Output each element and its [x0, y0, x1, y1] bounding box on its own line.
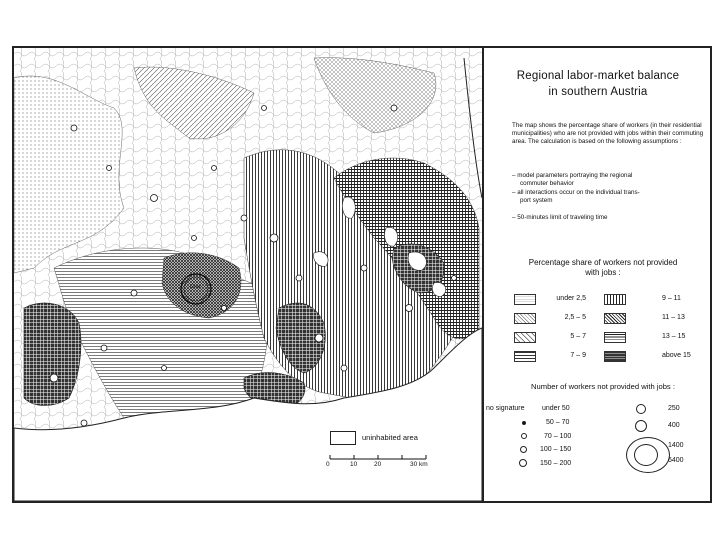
- legend-panel: [486, 48, 710, 501]
- class-label-5-7: 5 – 7: [570, 333, 586, 340]
- class-label-11-13: 11 – 13: [662, 314, 685, 321]
- assumption-2a: – all interactions occur on the individual trans-: [512, 189, 640, 196]
- description-paragraph: The map shows the percentage share of workers (in their residential municipalities) who are not provided with jobs within their commuting area. The calculation is based on the following assumptions :: [512, 122, 704, 146]
- swatch-11-13: [604, 313, 626, 324]
- count-symbol-1400: [634, 444, 658, 466]
- count-class-250: 250: [668, 405, 680, 412]
- count-symbol-70-100: [521, 433, 527, 439]
- count-class-50-70: 50 – 70: [546, 419, 570, 426]
- uninhabited-swatch: [330, 431, 356, 445]
- graz-label: Graz: [190, 284, 201, 290]
- class-label-13-15: 13 – 15: [662, 333, 686, 340]
- scale-tick-10: 10: [350, 461, 358, 468]
- uninhabited-label: uninhabited area: [362, 433, 418, 442]
- count-symbol-100-150: [520, 446, 527, 453]
- class-label-above-15: above 15: [662, 352, 691, 359]
- count-symbol-250: [636, 404, 646, 414]
- percentage-heading-1: Percentage share of workers not provided: [528, 258, 678, 267]
- assumption-1a: – model parameters portraying the regional: [512, 172, 633, 179]
- class-label-9-11: 9 – 11: [662, 295, 681, 302]
- count-class-70-100: 70 – 100: [544, 433, 572, 440]
- count-symbol-150-200: [519, 459, 527, 467]
- swatch-7-9: [514, 351, 536, 362]
- percentage-heading-2: with jobs :: [585, 268, 621, 277]
- count-class-under-50: under 50: [542, 405, 570, 412]
- class-label-under-2-5: under 2,5: [556, 295, 586, 302]
- no-signature-label: no signature: [486, 405, 525, 412]
- assumption-3: – 50-minutes limit of traveling time: [512, 214, 608, 221]
- class-label-7-9: 7 – 9: [570, 352, 586, 359]
- count-class-6400: 6400: [668, 457, 684, 464]
- scale-tick-0: 0: [326, 461, 330, 468]
- panel-divider: [482, 48, 484, 501]
- assumption-1b: commuter behavior: [520, 180, 574, 187]
- count-symbol-50-70: [522, 421, 526, 425]
- title-line-2: in southern Austria: [548, 86, 648, 98]
- swatch-13-15: [604, 332, 626, 343]
- scale-tick-20: 20: [374, 461, 382, 468]
- swatch-5-7: [514, 332, 536, 343]
- count-class-1400: 1400: [668, 442, 684, 449]
- count-heading: Number of workers not provided with jobs :: [531, 382, 675, 391]
- title-line-1: Regional labor-market balance: [516, 70, 680, 82]
- count-class-400: 400: [668, 422, 680, 429]
- class-label-2-5-5: 2,5 – 5: [564, 314, 586, 321]
- count-class-100-150: 100 – 150: [540, 446, 572, 453]
- count-symbol-400: [635, 420, 647, 432]
- swatch-2-5-5: [514, 313, 536, 324]
- count-class-150-200: 150 – 200: [540, 460, 572, 467]
- swatch-under-2-5: [514, 294, 536, 305]
- swatch-9-11: [604, 294, 626, 305]
- assumption-2b: port system: [520, 197, 553, 204]
- map-figure: [12, 46, 712, 503]
- scale-tick-30: 30 km: [410, 461, 428, 468]
- swatch-above-15: [604, 351, 626, 362]
